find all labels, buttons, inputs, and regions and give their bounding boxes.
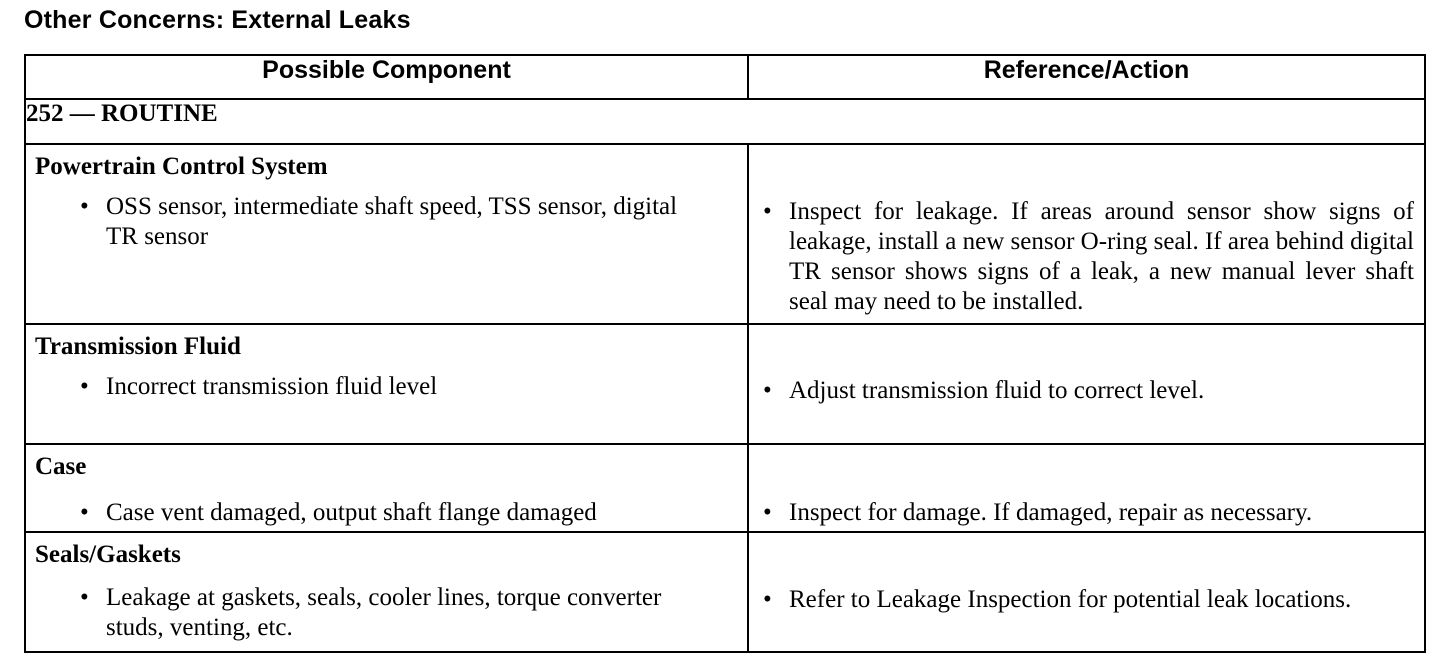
action-bullet <box>749 533 1424 615</box>
bullet-icon: • <box>763 198 772 225</box>
action-text: Adjust transmission fluid to correct level. <box>789 377 1205 404</box>
component-text: Case vent damaged, output shaft flange damaged <box>106 499 597 526</box>
action-cell <box>748 324 1425 444</box>
table-row <box>25 532 1425 652</box>
bullet-icon: • <box>763 377 772 404</box>
component-text: Incorrect transmission fluid level <box>106 373 438 400</box>
table-row <box>25 324 1425 444</box>
leaks-table <box>24 54 1426 653</box>
action-bullet <box>749 325 1424 406</box>
column-header-action: Reference/Action <box>748 55 1425 99</box>
action-bullet <box>749 445 1424 528</box>
action-text: Inspect for leakage. If areas around sensor show signs of leakage, install a new sensor O-ring seal. If area behind digital TR sensor shows signs of a leak, a new manual lever shaft seal may need to be installed. <box>789 198 1414 315</box>
table-header-row <box>25 55 1425 99</box>
page-title: Other Concerns: External Leaks <box>24 6 411 34</box>
bullet-icon: • <box>763 586 772 613</box>
section-label: 252 — ROUTINE <box>25 99 1425 144</box>
section-row <box>25 99 1425 144</box>
group-title: Case <box>35 453 87 480</box>
group-title: Transmission Fluid <box>35 333 241 360</box>
component-cell <box>25 144 748 324</box>
column-header-component: Possible Component <box>25 55 748 99</box>
action-text: Refer to Leakage Inspection for potential leak locations. <box>789 586 1352 613</box>
group-title: Seals/Gaskets <box>35 541 181 568</box>
group-title: Powertrain Control System <box>35 153 328 180</box>
component-cell <box>25 532 748 652</box>
component-text: OSS sensor, intermediate shaft speed, TSS sensor, digital TR sensor <box>106 193 678 250</box>
action-bullet <box>749 145 1424 317</box>
component-bullet <box>26 180 747 252</box>
component-bullet <box>26 360 747 402</box>
bullet-icon: • <box>80 373 89 400</box>
table-row <box>25 144 1425 324</box>
action-text: Inspect for damage. If damaged, repair as necessary. <box>789 499 1313 526</box>
table-row <box>25 444 1425 532</box>
component-bullet <box>26 568 747 643</box>
component-cell <box>25 444 748 532</box>
action-cell <box>748 144 1425 324</box>
bullet-icon: • <box>80 193 89 220</box>
bullet-icon: • <box>763 499 772 526</box>
action-cell <box>748 444 1425 532</box>
action-cell <box>748 532 1425 652</box>
component-bullet <box>26 480 747 528</box>
component-cell <box>25 324 748 444</box>
component-text: Leakage at gaskets, seals, cooler lines, torque converter studs, venting, etc. <box>106 584 662 641</box>
bullet-icon: • <box>80 499 89 526</box>
bullet-icon: • <box>80 584 89 611</box>
